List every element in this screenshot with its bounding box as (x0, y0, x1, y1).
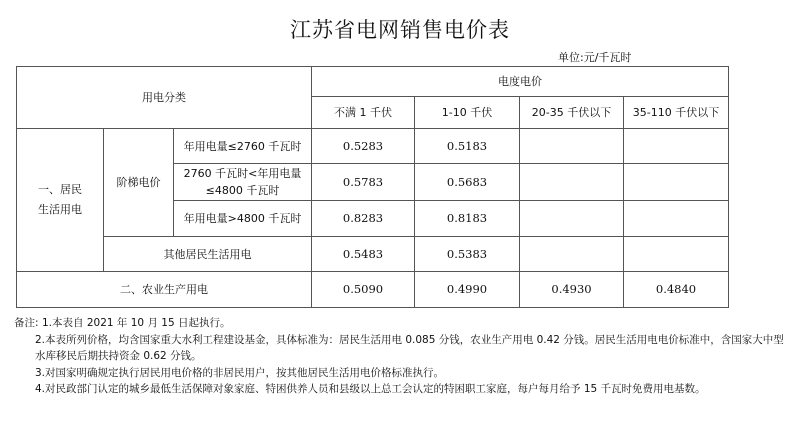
tier-label-text: 2760 千瓦时<年用电量≤4800 千瓦时 (183, 167, 302, 197)
table-row (17, 237, 729, 272)
table-row (17, 272, 729, 308)
residential-label: 一、居民生活用电 (38, 183, 82, 216)
column-header: 1-10 千伏 (415, 97, 520, 129)
notes-section (14, 315, 794, 398)
table-header-row (17, 67, 729, 97)
page-title: 江苏省电网销售电价表 (290, 18, 510, 42)
other-residential-label: 其他居民生活用电 (104, 237, 312, 272)
column-header: 不满 1 千伏 (312, 97, 415, 129)
agriculture-label: 二、农业生产用电 (17, 272, 312, 308)
price-table (16, 66, 729, 308)
residential-category (17, 129, 104, 272)
tier-category: 阶梯电价 (104, 129, 174, 237)
category-header: 用电分类 (17, 67, 312, 129)
note-item: 2.本表所列价格，均含国家重大水利工程建设基金，具体标准为：居民生活用电 0.085 分钱，农业生产用电 0.42 分钱。居民生活用电电价标准中，含国家大中型水库移民后期扶持资金 0.62 分钱。 (35, 333, 784, 362)
column-header: 35-110 千伏以下 (624, 97, 729, 129)
price-cell: 0.5183 (415, 129, 520, 164)
price-cell (520, 164, 624, 201)
price-cell (624, 164, 729, 201)
column-header: 20-35 千伏以下 (520, 97, 624, 129)
table-row (17, 129, 729, 164)
note-item: 4.对民政部门认定的城乡最低生活保障对象家庭、特困供养人员和县级以上总工会认定的特困职工家庭，每户每月给予 15 千瓦时免费用电基数。 (35, 383, 706, 395)
tier-label: 年用电量>4800 千瓦时 (174, 201, 312, 237)
tier-label (174, 164, 312, 201)
unit-label: 单位:元/千瓦时 (558, 51, 632, 64)
price-cell: 0.8183 (415, 201, 520, 237)
note-item: 1.本表自 2021 年 10 月 15 日起执行。 (42, 317, 231, 329)
price-cell: 0.8283 (312, 201, 415, 237)
price-cell (624, 237, 729, 272)
price-cell: 0.5090 (312, 272, 415, 308)
price-header: 电度电价 (312, 67, 729, 97)
price-cell (520, 201, 624, 237)
price-cell (520, 237, 624, 272)
notes-label: 备注: (14, 317, 39, 329)
price-cell: 0.5683 (415, 164, 520, 201)
price-cell: 0.5483 (312, 237, 415, 272)
price-cell (624, 129, 729, 164)
price-cell: 0.5283 (312, 129, 415, 164)
price-cell: 0.4840 (624, 272, 729, 308)
price-cell: 0.4930 (520, 272, 624, 308)
note-row (14, 315, 794, 332)
price-cell (520, 129, 624, 164)
note-item: 3.对国家明确规定执行居民用电价格的非居民用户，按其他居民生活用电价格标准执行。 (35, 366, 445, 379)
price-cell: 0.4990 (415, 272, 520, 308)
price-cell: 0.5383 (415, 237, 520, 272)
price-cell (624, 201, 729, 237)
price-cell: 0.5783 (312, 164, 415, 201)
tier-label: 年用电量≤2760 千瓦时 (174, 129, 312, 164)
